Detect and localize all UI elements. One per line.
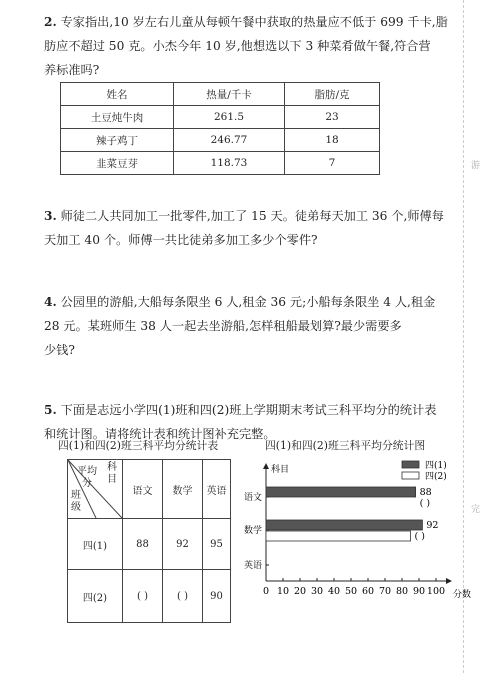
score-cell: 95 [203,519,231,570]
y-axis-arrow [263,463,269,469]
question-text: 28 元。某班师生 38 人一起去坐游船,怎样租船最划算?最少需要多 [44,319,402,333]
table-cell: 土豆炖牛肉 [61,106,174,129]
question-3 [44,204,464,252]
legend-label: 四(2) [425,472,447,482]
question-2 [44,10,464,82]
data-label: 92 [426,520,439,531]
diag-avg-label: 平均分 [77,466,97,489]
x-tick-label: 60 [361,586,375,597]
question-text: 专家指出,10 岁左右儿童从每顿午餐中获取的热量应不低于 699 千卡,脂 [60,15,448,29]
subject-header: 数学 [163,460,203,519]
question-text: 天加工 40 个。师傅一共比徒弟多加工多少个零件? [44,233,318,247]
score-cell: 88 [123,519,163,570]
diag-class-label: 班级 [71,490,81,513]
legend-swatch [402,472,419,479]
diag-subject-label: 科目 [107,462,117,485]
category-label: 语文 [243,493,262,503]
category-label: 英语 [243,561,262,571]
data-label: 88 [419,487,432,498]
table-caption: 四(1)和四(2)班三科平均分统计表 [58,439,219,452]
x-tick-label: 80 [395,586,409,597]
question-number: 4. [44,295,57,309]
data-label: ( ) [419,498,431,509]
table-row [68,570,231,623]
side-mark-1: 游 [470,161,480,171]
x-tick-label: 50 [344,586,358,597]
table-cell: 23 [285,106,380,129]
question-4 [44,290,464,362]
chart-caption: 四(1)和四(2)班三科平均分统计图 [265,439,426,452]
question-text: 和统计图。请将统计表和统计图补充完整。 [44,427,276,441]
table-cell: 261.5 [174,106,285,129]
x-tick-label: 30 [310,586,324,597]
x-tick-label: 10 [276,586,290,597]
table-cell: 118.73 [174,152,285,175]
bar-chart [236,457,472,611]
question-text: 下面是志远小学四(1)班和四(2)班上学期期末考试三科平均分的统计表 [60,403,437,417]
table-cell: 18 [285,129,380,152]
question-text: 公园里的游船,大船每条限坐 6 人,租金 36 元;小船每条限坐 4 人,租金 [60,295,436,309]
question-text: 少钱? [44,343,75,357]
question-text: 师徒二人共同加工一批零件,加工了 15 天。徒弟每天加工 36 个,师傅每 [60,209,444,223]
score-cell: 90 [203,570,231,623]
x-tick-label: 90 [412,586,426,597]
table-row [61,152,380,175]
blank-cell[interactable]: ( ) [163,570,203,623]
class-cell: 四(1) [68,519,123,570]
question-number: 3. [44,209,57,223]
subject-header: 英语 [203,460,231,519]
x-tick-label: 70 [378,586,392,597]
score-table [67,459,231,623]
table-cell: 7 [285,152,380,175]
question-text: 养标准吗? [44,63,100,77]
bar [266,520,422,530]
subject-header: 语文 [123,460,163,519]
legend-swatch [402,461,419,468]
diagonal-header-cell [68,460,123,519]
blank-cell[interactable]: ( ) [123,570,163,623]
x-tick-label: 0 [262,586,270,597]
y-axis-label: 科目 [271,465,290,475]
side-mark-2: 完 [470,505,480,515]
table-row [61,129,380,152]
table-header-row [61,83,380,106]
table-header: 脂肪/克 [285,83,380,106]
table-cell: 辣子鸡丁 [61,129,174,152]
x-tick-label: 100 [426,586,446,597]
nutrition-table [60,82,380,175]
bar [266,487,416,497]
category-label: 数学 [243,526,262,536]
x-axis-arrow [446,578,452,584]
question-number: 2. [44,15,57,29]
class-cell: 四(2) [68,570,123,623]
question-text: 肪应不超过 50 克。小杰今年 10 岁,他想选以下 3 种菜肴做午餐,符合营 [44,39,431,53]
data-label: ( ) [414,531,425,542]
table-row [61,106,380,129]
bar [266,531,411,541]
table-header: 热量/千卡 [174,83,285,106]
table-row [68,519,231,570]
score-cell: 92 [163,519,203,570]
x-axis-label: 分数 [452,590,472,600]
table-cell: 246.77 [174,129,285,152]
chart-svg [236,457,472,607]
legend-label: 四(1) [425,461,447,471]
x-tick-label: 20 [293,586,307,597]
x-tick-label: 40 [327,586,341,597]
table-header: 姓名 [61,83,174,106]
table-header-row [68,460,231,519]
question-number: 5. [44,403,57,417]
table-cell: 韭菜豆芽 [61,152,174,175]
